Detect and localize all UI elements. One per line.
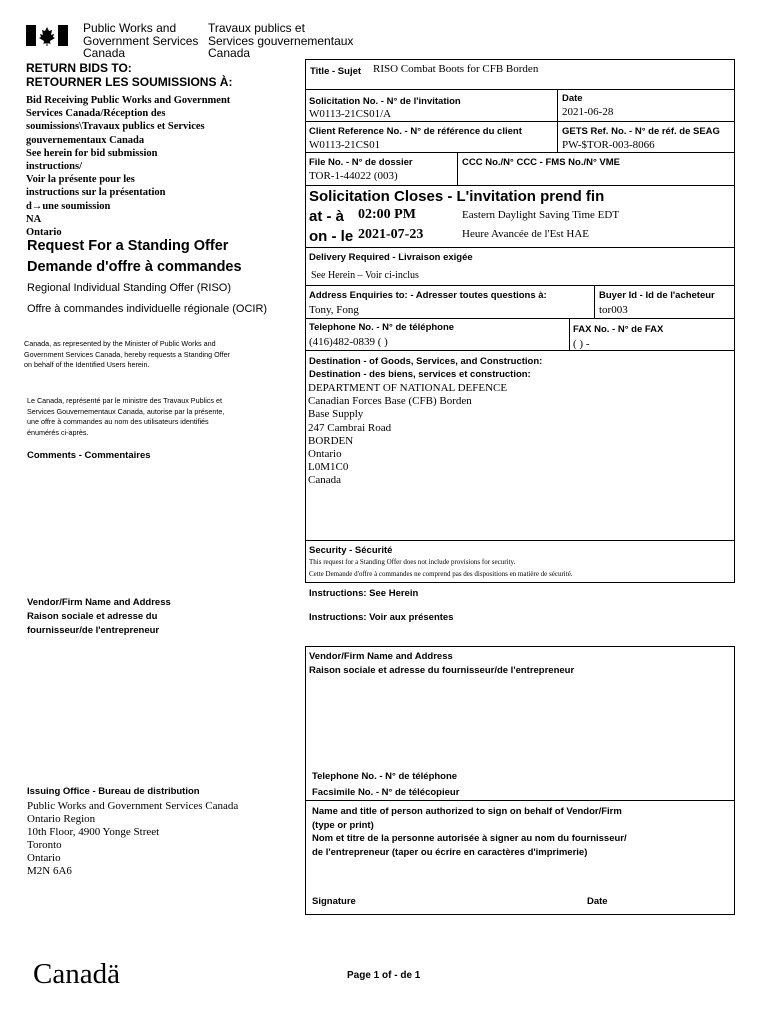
vendor-telephone-label: Telephone No. - N° de téléphone bbox=[312, 771, 458, 782]
vendor-firm-label: Vendor/Firm Name and Address bbox=[309, 651, 453, 662]
vendor-facsimile-label: Facsimile No. - N° de télécopieur bbox=[312, 787, 460, 798]
buyer-id-value: tor003 bbox=[599, 304, 628, 316]
delivery-required-label: Delivery Required - Livraison exigée bbox=[309, 252, 473, 263]
issuing-office-label: Issuing Office - Bureau de distribution bbox=[27, 786, 200, 797]
file-number-value: TOR-1-44022 (003) bbox=[309, 170, 398, 182]
return-bids-address: Bid Receiving Public Works and Government Services Canada/Réception des soumissions\Travaux publics et Services gouvernementaux Canada See herein for bid submission instructions/ Voir la présente pour les instructions sur la présentation d→une soumission NA Ontario bbox=[26, 95, 231, 239]
destination-address: DEPARTMENT OF NATIONAL DEFENCE Canadian Forces Base (CFB) Borden Base Supply 247 Cambrai Road BORDEN Ontario L0M1C0 Canada bbox=[308, 382, 508, 487]
date-label: Date bbox=[562, 93, 583, 104]
solicitation-number-value: W0113-21CS01/A bbox=[309, 108, 392, 120]
date-value: 2021-06-28 bbox=[562, 106, 614, 118]
title-label: Title - Sujet bbox=[310, 66, 362, 77]
security-text-fr: Cette Demande d'offre à commandes ne comprend pas des dispositions en matière de sécurité. bbox=[309, 570, 573, 578]
file-number-label: File No. - N° de dossier bbox=[309, 157, 413, 168]
buyer-id-label: Buyer Id - Id de l'acheteur bbox=[599, 290, 715, 301]
ccc-number-label: CCC No./N° CCC - FMS No./N° VME bbox=[462, 157, 621, 168]
address-enquiries-label: Address Enquiries to: - Adresser toutes questions à: bbox=[309, 290, 547, 301]
department-name-en: Public Works and Government Services Canada bbox=[83, 21, 199, 60]
destination-label-en: Destination - of Goods, Services, and Construction: bbox=[309, 356, 543, 367]
fax-label: FAX No. - N° de FAX bbox=[573, 324, 664, 335]
telephone-label: Telephone No. - N° de téléphone bbox=[309, 322, 455, 333]
vendor-firm-label-fr: Raison sociale et adresse du fournisseur/de l'entrepreneur bbox=[309, 665, 575, 676]
gets-reference-label: GETS Ref. No. - N° de réf. de SEAG bbox=[562, 126, 720, 137]
timezone-en: Eastern Daylight Saving Time EDT bbox=[462, 209, 620, 221]
fax-value: ( ) - bbox=[573, 338, 590, 350]
maple-leaf-icon bbox=[26, 25, 68, 46]
address-enquiries-value: Tony, Fong bbox=[309, 304, 359, 316]
offer-type-en: Regional Individual Standing Offer (RISO) bbox=[27, 282, 232, 294]
authorized-person-label: Name and title of person authorized to sign on behalf of Vendor/Firm (type or print) Nom et titre de la personne autorisée à signer au nom du fournisseur/ de l'entrepreneur (taper ou écrire en caractères d'imprimerie) bbox=[312, 806, 627, 858]
return-bids-heading: RETURN BIDS TO: RETOURNER LES SOUMISSIONS À: bbox=[26, 61, 233, 89]
page-number: Page 1 of - de 1 bbox=[347, 970, 421, 981]
request-paragraph-en: Canada, as represented by the Minister of Public Works and Government Services Canada, hereby requests a Standing Offer on behalf of the Identified Users herein. bbox=[24, 339, 231, 369]
request-title: Request For a Standing Offer Demande d'offre à commandes bbox=[27, 238, 242, 275]
destination-label-fr: Destination - des biens, services et construction: bbox=[309, 369, 531, 380]
closing-date-value: 2021-07-23 bbox=[358, 227, 424, 242]
canada-flag-logo bbox=[26, 25, 68, 46]
on-label: on - le bbox=[309, 228, 354, 245]
timezone-fr: Heure Avancée de l'Est HAE bbox=[462, 228, 590, 240]
telephone-value: (416)482-0839 ( ) bbox=[309, 336, 388, 348]
at-label: at - à bbox=[309, 208, 345, 225]
issuing-office-address: Public Works and Government Services Canada Ontario Region 10th Floor, 4900 Yonge Street Toronto Ontario M2N 6A6 bbox=[27, 800, 239, 877]
solicitation-closes-title: Solicitation Closes - L'invitation prend fin bbox=[309, 188, 605, 205]
instructions-en: Instructions: See Herein bbox=[309, 588, 419, 599]
request-paragraph-fr: Le Canada, représenté par le ministre des Travaux Publics et Services Gouvernementaux Canada, autorise par la présente, une offre à commandes au nom des utilisateurs identifiés énumérés ci-après. bbox=[27, 396, 225, 437]
title-value: RISO Combat Boots for CFB Borden bbox=[373, 63, 539, 75]
department-name-fr: Travaux publics et Services gouvernementaux Canada bbox=[208, 21, 354, 60]
security-text-en: This request for a Standing Offer does not include provisions for security. bbox=[309, 558, 516, 566]
closing-time-value: 02:00 PM bbox=[358, 207, 416, 222]
offer-type-fr: Offre à commandes individuelle régionale (OCIR) bbox=[27, 303, 268, 315]
signature-label: Signature bbox=[312, 896, 356, 907]
gets-reference-value: PW-$TOR-003-8066 bbox=[562, 139, 655, 151]
instructions-fr: Instructions: Voir aux présentes bbox=[309, 612, 454, 623]
signature-date-label: Date bbox=[587, 896, 608, 907]
comments-label: Comments - Commentaires bbox=[27, 450, 151, 461]
security-label: Security - Sécurité bbox=[309, 545, 393, 556]
solicitation-form bbox=[305, 59, 735, 583]
vendor-firm-label-left: Vendor/Firm Name and Address Raison sociale et adresse du fournisseur/de l'entrepreneur bbox=[27, 597, 171, 636]
canada-wordmark: Canadä bbox=[33, 958, 120, 990]
client-reference-value: W0113-21CS01 bbox=[309, 139, 381, 151]
solicitation-number-label: Solicitation No. - N° de l'invitation bbox=[309, 96, 461, 107]
delivery-required-value: See Herein – Voir ci-inclus bbox=[311, 270, 419, 281]
client-reference-label: Client Reference No. - N° de référence du client bbox=[309, 126, 522, 137]
